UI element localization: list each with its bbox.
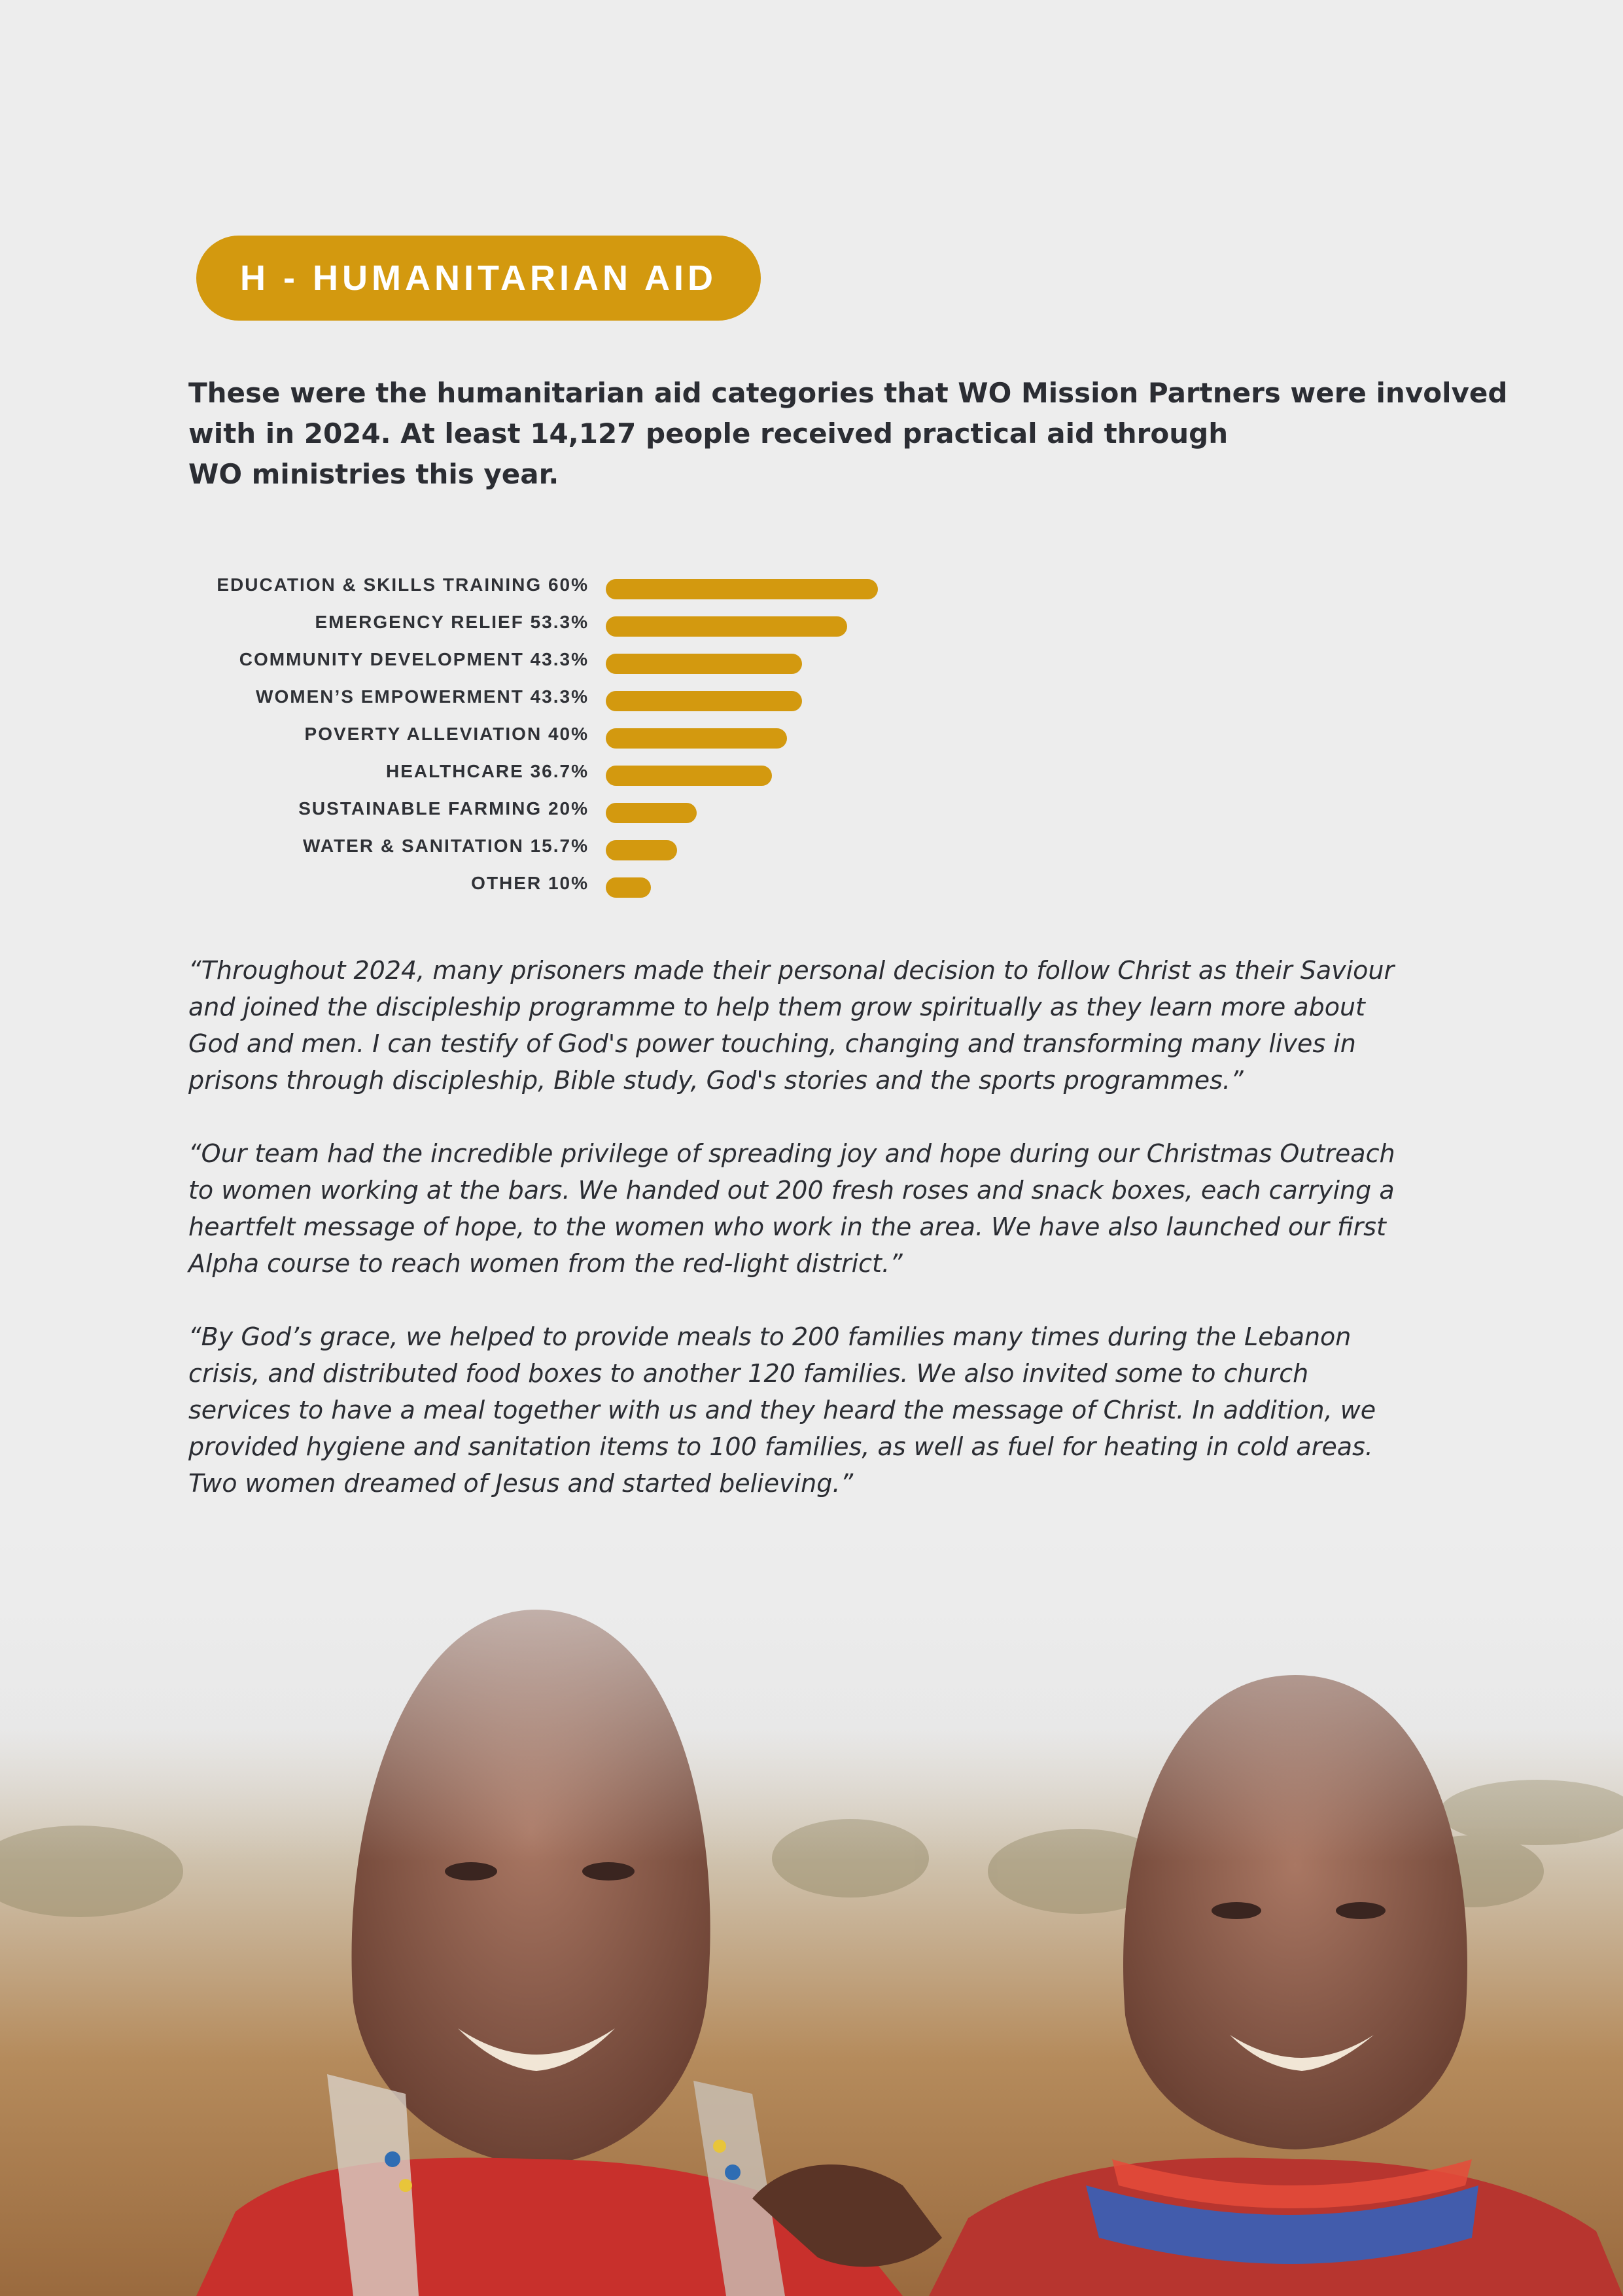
section-badge-label: H - HUMANITARIAN AID xyxy=(240,258,717,298)
bar-row xyxy=(0,868,981,905)
bar xyxy=(606,616,847,637)
quote-line: heartfelt message of hope, to the women who work in the area. We have also launched our first xyxy=(188,1212,1386,1241)
quote-line: and joined the discipleship programme to help them grow spiritually as they learn more about xyxy=(188,993,1365,1021)
bar-label xyxy=(65,873,589,894)
intro-line: WO ministries this year. xyxy=(188,458,559,490)
quote-line: crisis, and distributed food boxes to another 120 families. We also invited some to church xyxy=(188,1359,1309,1388)
bar xyxy=(606,840,677,860)
bar-category-label: WATER & SANITATION xyxy=(303,836,524,856)
bar-row xyxy=(0,644,981,681)
bar xyxy=(606,691,802,711)
testimonial-quote xyxy=(188,1135,1444,1282)
bar-label xyxy=(65,798,589,819)
testimonial-quote xyxy=(188,1318,1444,1502)
testimonial-quote xyxy=(188,952,1444,1099)
bar-value-label: 43.3% xyxy=(530,649,589,669)
bar-value-label: 20% xyxy=(548,798,589,819)
bar-value-label: 60% xyxy=(548,574,589,595)
bar-category-label: EDUCATION & SKILLS TRAINING xyxy=(217,574,542,595)
bar-row xyxy=(0,793,981,830)
bar-label xyxy=(65,761,589,782)
section-badge xyxy=(196,236,761,321)
bar-row xyxy=(0,681,981,718)
bar-category-label: EMERGENCY RELIEF xyxy=(315,612,524,632)
bar-value-label: 53.3% xyxy=(530,612,589,632)
bar-label xyxy=(65,649,589,670)
bar-value-label: 36.7% xyxy=(530,761,589,781)
bar-label xyxy=(65,686,589,707)
photo-illustration xyxy=(0,1505,1623,2296)
quote-line: Two women dreamed of Jesus and started believing.” xyxy=(188,1469,854,1498)
bar xyxy=(606,803,697,823)
intro-line: with in 2024. At least 14,127 people received practical aid through xyxy=(188,417,1229,450)
bar xyxy=(606,654,802,674)
bar-category-label: OTHER xyxy=(471,873,542,893)
bar-value-label: 15.7% xyxy=(530,836,589,856)
bar-label xyxy=(65,574,589,595)
quote-line: services to have a meal together with us and they heard the message of Christ. In addition, we xyxy=(188,1396,1376,1424)
quote-line: “Throughout 2024, many prisoners made their personal decision to follow Christ as their Saviour xyxy=(188,956,1395,985)
quote-line: to women working at the bars. We handed out 200 fresh roses and snack boxes, each carrying a xyxy=(188,1176,1395,1205)
bar-category-label: SUSTAINABLE FARMING xyxy=(298,798,542,819)
bar-label xyxy=(65,836,589,857)
bar-category-label: WOMEN’S EMPOWERMENT xyxy=(256,686,524,707)
testimonial-quotes xyxy=(188,952,1444,1538)
bar-row xyxy=(0,756,981,793)
bar xyxy=(606,728,787,749)
bar-value-label: 40% xyxy=(548,724,589,744)
quote-line: “Our team had the incredible privilege of spreading joy and hope during our Christmas Outreach xyxy=(188,1139,1395,1168)
quote-line: God and men. I can testify of God's power touching, changing and transforming many lives in xyxy=(188,1029,1356,1058)
intro-line: These were the humanitarian aid categories that WO Mission Partners were involved xyxy=(188,377,1508,409)
bar-label xyxy=(65,612,589,633)
bar-label xyxy=(65,724,589,745)
photo-two-smiling-women xyxy=(0,1505,1623,2296)
quote-line: prisons through discipleship, Bible study, God's stories and the sports programmes.” xyxy=(188,1066,1244,1095)
bar-row xyxy=(0,607,981,644)
bar-category-label: POVERTY ALLEVIATION xyxy=(304,724,542,744)
quote-line: “By God’s grace, we helped to provide meals to 200 families many times during the Lebanon xyxy=(188,1322,1352,1351)
bar-category-label: HEALTHCARE xyxy=(386,761,524,781)
bar xyxy=(606,579,878,599)
quote-line: Alpha course to reach women from the red-light district.” xyxy=(188,1249,903,1278)
bar xyxy=(606,766,772,786)
bar-row xyxy=(0,569,981,607)
bar-value-label: 43.3% xyxy=(530,686,589,707)
bar xyxy=(606,877,651,898)
quote-line: provided hygiene and sanitation items to 100 families, as well as fuel for heating in cold areas. xyxy=(188,1432,1373,1461)
bar-row xyxy=(0,718,981,756)
bar-value-label: 10% xyxy=(548,873,589,893)
bar-category-label: COMMUNITY DEVELOPMENT xyxy=(239,649,524,669)
bar-row xyxy=(0,830,981,868)
aid-categories-bar-chart xyxy=(0,569,981,916)
intro-paragraph xyxy=(188,373,1508,495)
